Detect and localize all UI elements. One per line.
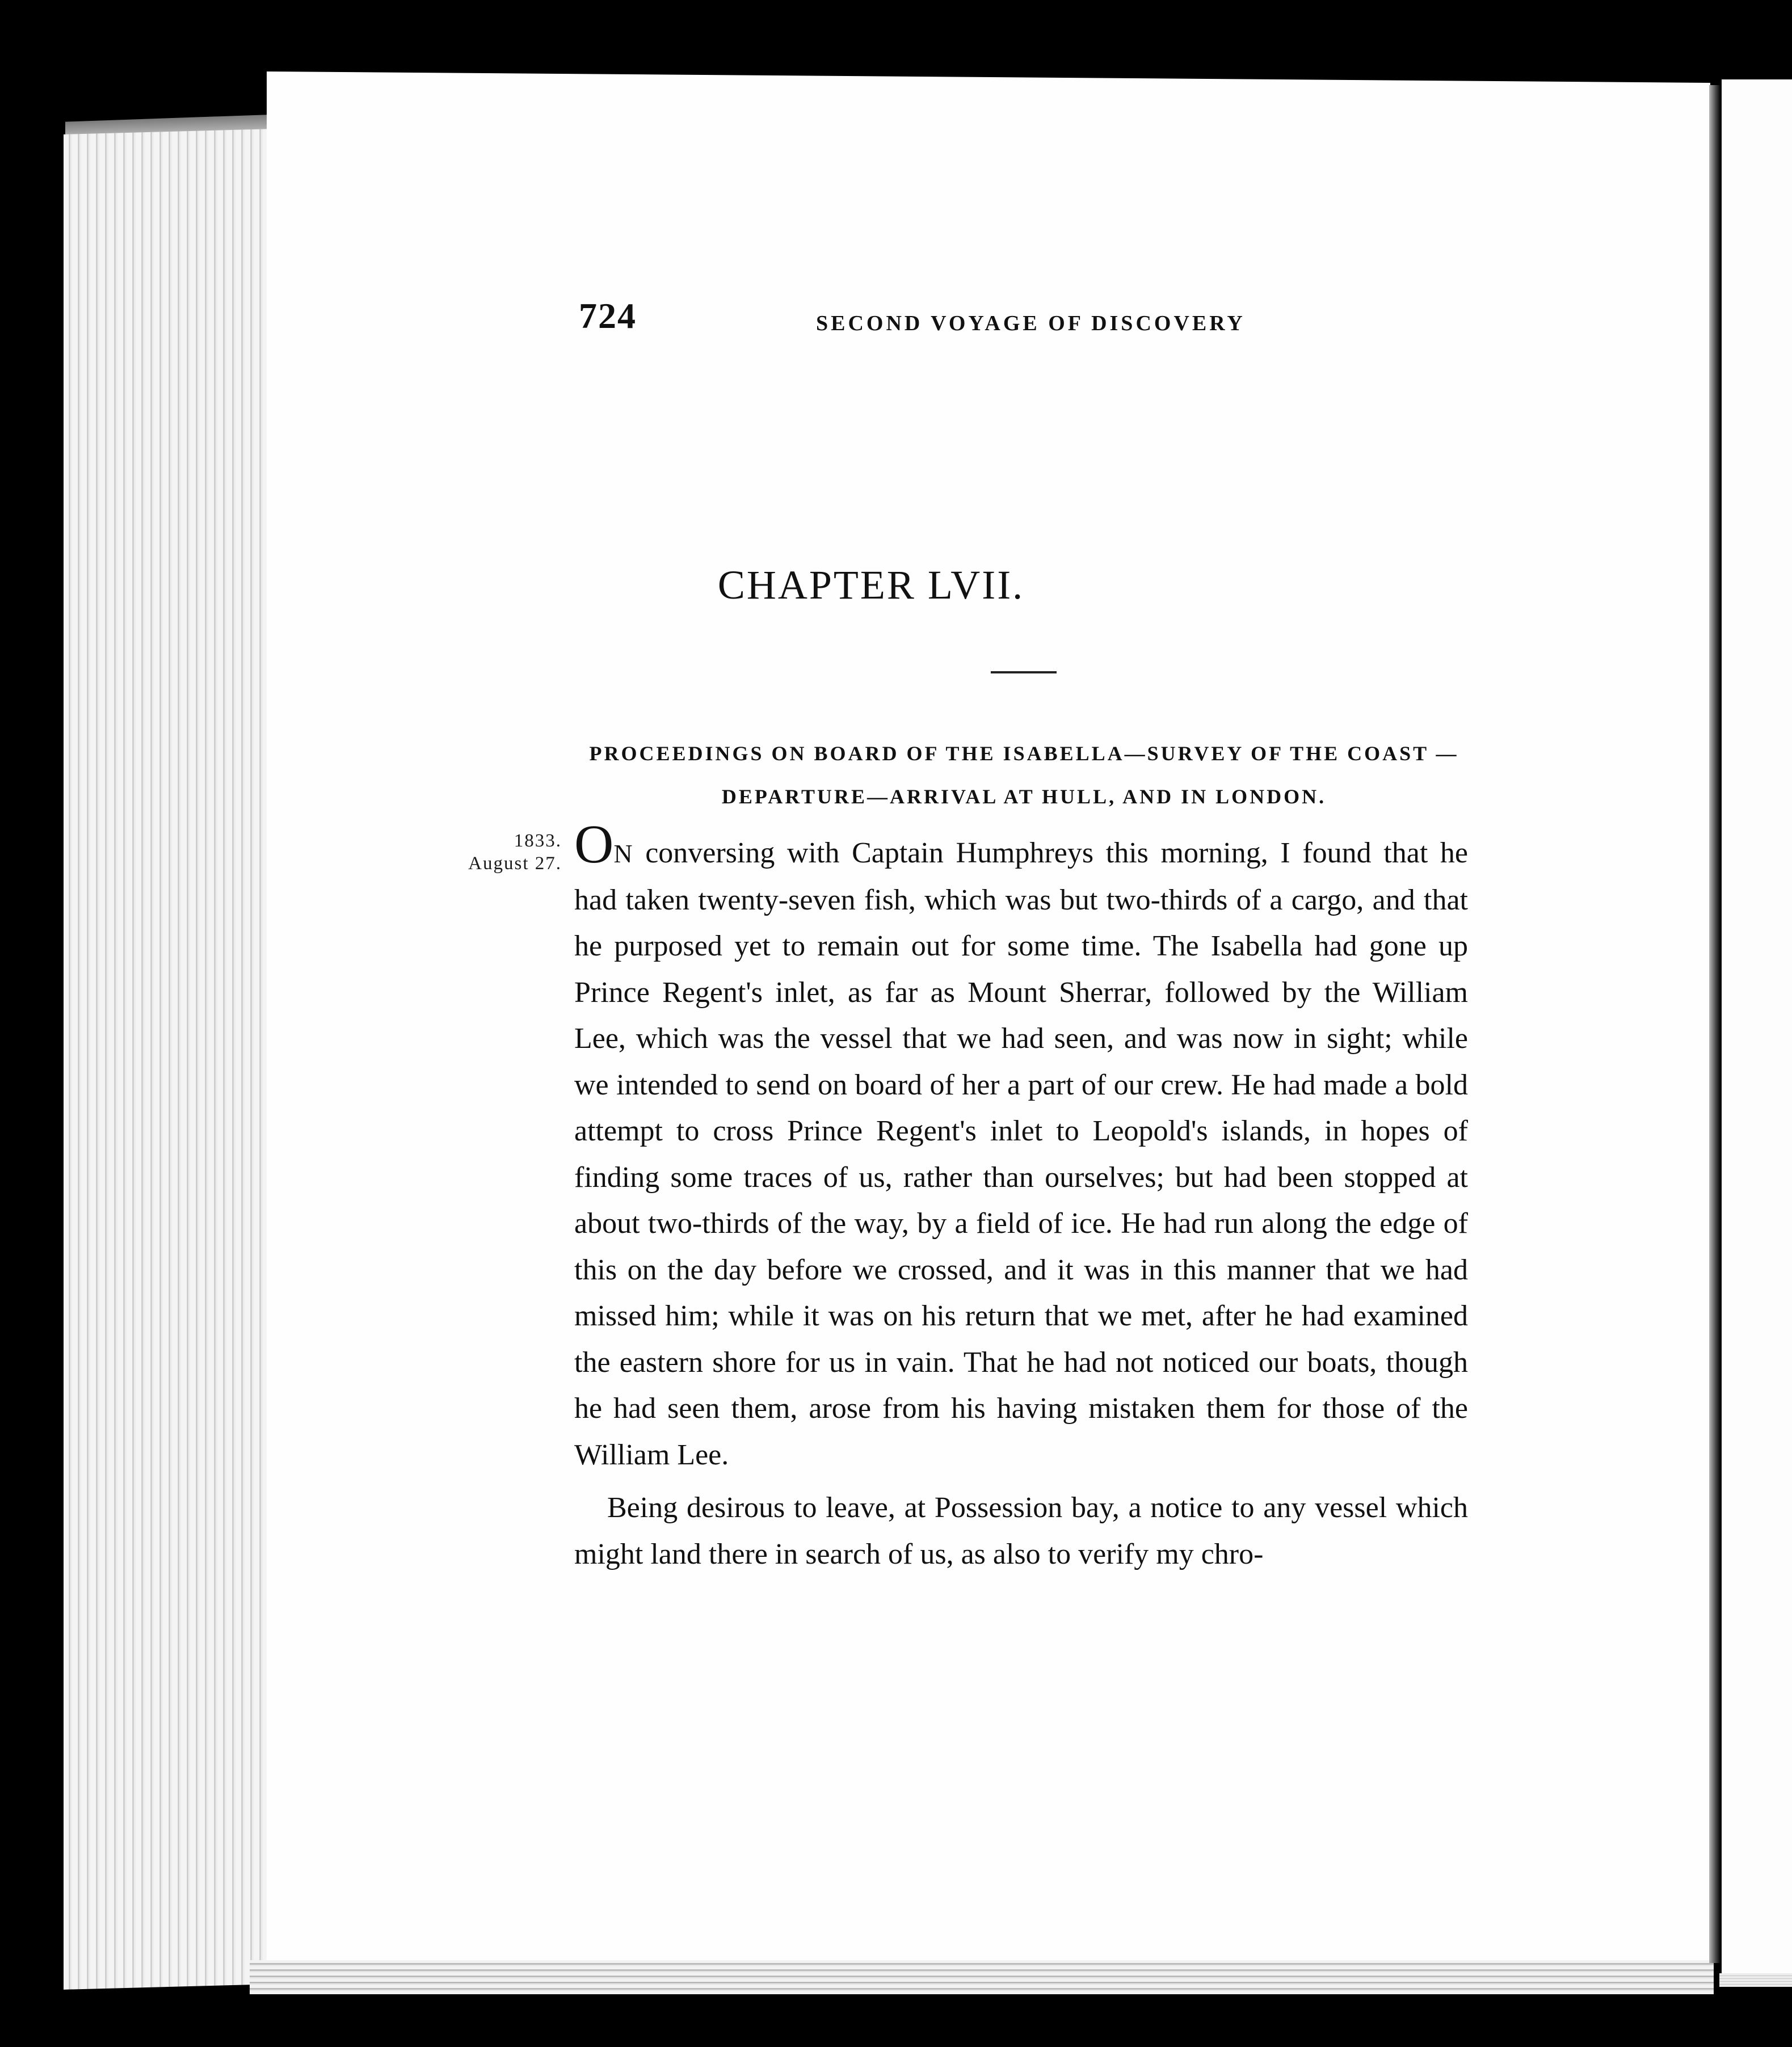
margin-note-year: 1833. <box>514 831 562 851</box>
page-fore-edge <box>64 129 274 1990</box>
first-word-rest: N <box>613 839 633 868</box>
facing-page-edge <box>1719 1973 1792 1987</box>
chapter-summary: PROCEEDINGS ON BOARD OF THE ISABELLA—SURVEY OF THE COAST —DEPARTURE—ARRIVAL AT HULL, AND IN LONDON. <box>589 742 1459 808</box>
title-rule <box>991 671 1057 673</box>
running-head: SECOND VOYAGE OF DISCOVERY <box>816 311 1246 335</box>
page-number: 724 <box>579 296 637 336</box>
paragraph-1 <box>574 814 1468 1478</box>
page-bottom-edge <box>250 1960 1714 1994</box>
margin-note <box>454 829 562 875</box>
book-gutter <box>1709 85 1721 1963</box>
body-text <box>574 814 1468 1577</box>
paragraph-2: Being desirous to leave, at Possession bay, a notice to any vessel which might land there in search of us, as also to verify my chro- <box>574 1492 1468 1570</box>
margin-note-date: August 27. <box>468 853 562 874</box>
chapter-title: CHAPTER LVII. <box>717 562 1025 608</box>
drop-cap: O <box>574 814 614 874</box>
chapter-heading <box>0 562 1792 609</box>
facing-page <box>1722 79 1792 1974</box>
paragraph-1-text: conversing with Captain Humphreys this morning, I found that he had taken twenty-seven fish, which was but two-thirds of a cargo, and that he purposed yet to remain out for some time. The Isabella had gone up Prince Regent's inlet, as far as Mount Sherrar, followed by the William Lee, which was the vessel that we had seen, and was now in sight; while we intended to send on board of her a part of our crew. He had made a bold attempt to cross Prince Regent's inlet to Leopold's islands, in hopes of finding some traces of us, rather than ourselves; but had been stopped at about two-thirds of the way, by a field of ice. He had run along the edge of this on the day before we crossed, and it was in this manner that we had missed him; while it was on his return that we met, after he had examined the eastern shore for us in vain. That he had not noticed our boats, though he had seen them, arose from his having mistaken them for those of the William Lee. <box>574 837 1468 1471</box>
